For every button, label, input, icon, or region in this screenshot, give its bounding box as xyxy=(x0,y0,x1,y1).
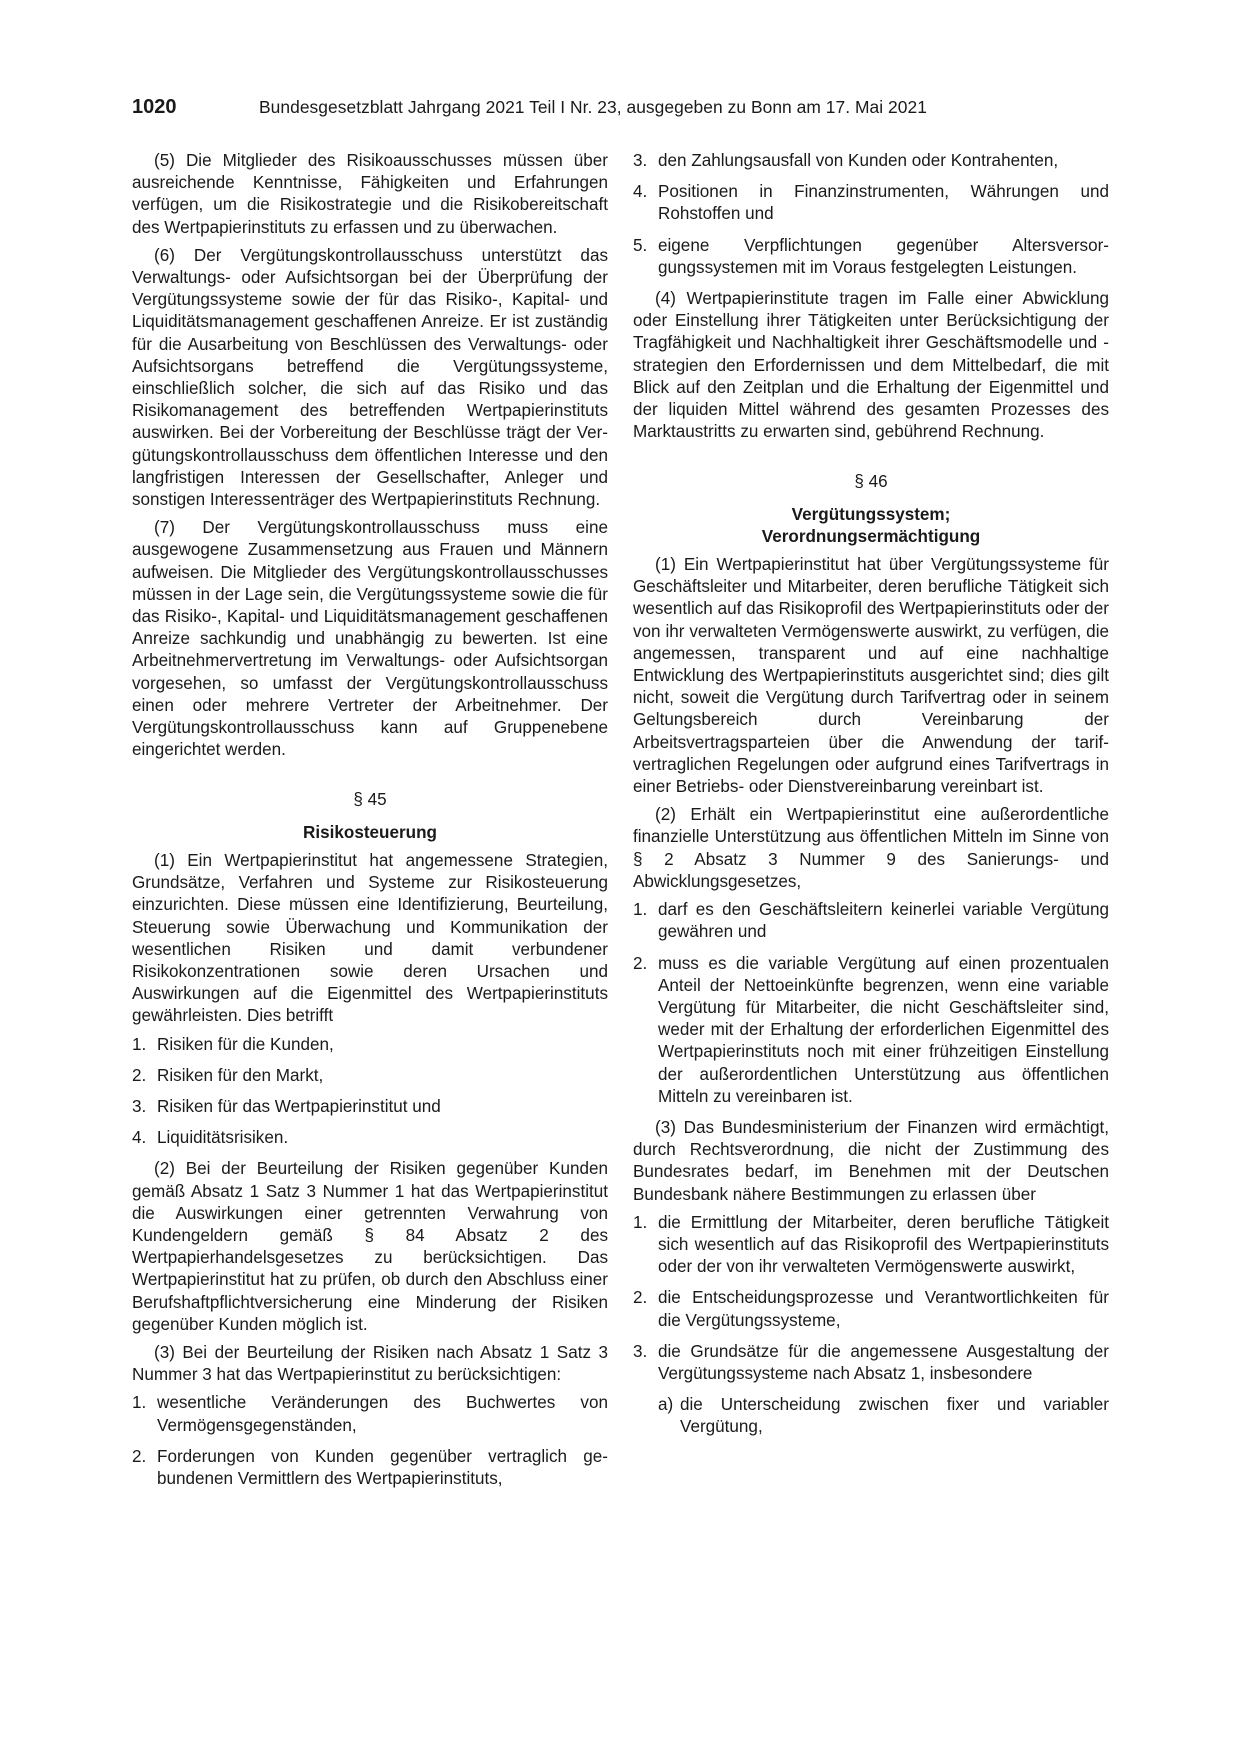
list-marker: 5. xyxy=(633,235,648,255)
list-item xyxy=(633,1212,1109,1279)
list-item xyxy=(132,1127,608,1149)
list-text: darf es den Geschäftsleitern keinerlei variable Vergütung gewähren und xyxy=(658,900,1109,942)
right-column xyxy=(633,150,1109,1439)
list-text: Risiken für das Wertpapierinstitut und xyxy=(157,1096,441,1116)
sub-list-marker: a) xyxy=(658,1395,674,1415)
list-item xyxy=(633,150,1109,172)
list-marker: 3. xyxy=(132,1096,147,1116)
list-marker: 1. xyxy=(633,900,648,920)
list-text: muss es die variable Vergütung auf einen prozentualen Anteil der Nettoeinkünfte begrenzen, wenn eine variable Vergütung für Mitarbeiter, die nicht Geschäftsleiter sind, weder mit der Erhaltung der erforderlichen Eigenmittel des Wertpapierinstituts noch mit einer frühzeitigen Einstellung der außerordentlichen Unterstützung aus öffentlichen Mitteln zu vereinbaren ist. xyxy=(658,953,1109,1106)
left-column xyxy=(132,150,608,1499)
list-text: Risiken für den Markt, xyxy=(157,1065,324,1085)
list-marker: 3. xyxy=(633,151,648,170)
list-marker: 2. xyxy=(132,1446,147,1466)
section-title-46 xyxy=(633,504,1109,548)
list-marker: 2. xyxy=(633,1288,648,1308)
list-marker: 1. xyxy=(132,1034,147,1054)
section-title-45: Risikosteuerung xyxy=(303,822,437,842)
list-text: die Entscheidungsprozesse und Verantwortlichkeiten für die Vergütungssysteme, xyxy=(658,1288,1109,1330)
list-text: den Zahlungsausfall von Kunden oder Kontrahenten, xyxy=(658,151,1059,170)
running-head: Bundesgesetzblatt Jahrgang 2021 Teil I Nr. 23, ausgegeben zu Bonn am 17. Mai 2021 xyxy=(259,97,927,117)
paragraph-45-1: (1) Ein Wertpapierinstitut hat angemessene Strategien, Grundsätze, Verfahren und Systeme zur Risikosteuerung einzurichten. Diese müssen eine Identifizierung, Beurteilung, Steuerung sowie Überwachung und Kommunikation der wesentlichen Risiken und damit verbundener Risikokonzentrationen sowie deren Ursachen und Auswirkungen auf die Eigenmittel des Wertpapierinstituts gewährleisten. Dies betrifft xyxy=(132,850,608,1026)
list-marker: 1. xyxy=(633,1212,648,1232)
list-item xyxy=(633,899,1109,943)
paragraph-46-3: (3) Das Bundesministerium der Finanzen wird ermächtigt, durch Rechtsverordnung, die nicht der Zustimmung des Bundesrates bedarf, im Benehmen mit der Deutschen Bundesbank nähere Bestimmungen zu erlassen über xyxy=(633,1117,1109,1204)
list-marker: 2. xyxy=(633,953,648,973)
list-item xyxy=(132,1065,608,1087)
list-item xyxy=(132,1446,608,1490)
list-text: Risiken für die Kunden, xyxy=(157,1034,334,1054)
list-45-1 xyxy=(132,1034,608,1150)
list-46-2 xyxy=(633,899,1109,1108)
page-header xyxy=(132,96,1117,126)
paragraph-46-2: (2) Erhält ein Wertpapierinstitut eine außerordentliche finanzielle Unterstützung aus öffentlichen Mitteln im Sinne von § 2 Absatz 3 Nummer 9 des Sanierungs- und Abwicklungsgesetzes, xyxy=(633,805,1109,891)
list-item xyxy=(633,235,1109,279)
list-text: Positionen in Finanzinstrumenten, Währungen und Rohstoffen und xyxy=(658,182,1109,224)
list-marker: 4. xyxy=(132,1128,147,1148)
list-item xyxy=(633,953,1109,1108)
list-46-3 xyxy=(633,1212,1109,1385)
list-45-3-continued xyxy=(633,150,1109,279)
section-number-46: § 46 xyxy=(854,472,888,492)
list-45-3 xyxy=(132,1392,608,1490)
paragraph-45-2: (2) Bei der Beurteilung der Risiken gegenüber Kunden gemäß Absatz 1 Satz 3 Nummer 1 hat das Wertpapierinstitut die Auswirkungen einer getrennten Verwahrung von Kundengeldern gemäß § 84 Absatz 2 des Wertpapierhandelsgesetzes zu berücksichtigen. Das Wertpapierinstitut hat zu prüfen, ob durch den Abschluss einer Berufshaftpflichtversicherung eine Minderung der Risiken gegenüber Kunden möglich ist. xyxy=(132,1159,608,1334)
paragraph-44-7: (7) Der Vergütungskontrollausschuss muss eine ausgewogene Zusammensetzung aus Frauen und Männern aufweisen. Die Mitglieder des Vergütungskontrollausschusses müssen in der Lage sein, die Vergütungssysteme sowie die für das Risiko-, Kapital- und Liquiditätsmanagement geschaffenen Anreize sachkundig und unabhängig zu bewerten. Ist eine Arbeitnehmervertretung im Verwaltungs- oder Aufsichtsorgan vorgesehen, so umfasst der Vergütungskontrollausschuss einen oder mehrere Vertreter der Arbeitnehmer. Der Vergütungskontrollausschuss kann auf Gruppenebene eingerichtet werden. xyxy=(132,518,608,760)
list-text: Liquiditätsrisiken. xyxy=(157,1128,289,1148)
paragraph-45-3: (3) Bei der Beurteilung der Risiken nach Absatz 1 Satz 3 Nummer 3 hat das Wertpapierinstitut zu berücksichtigen: xyxy=(132,1342,608,1385)
sub-list-item xyxy=(658,1394,1109,1438)
list-marker: 4. xyxy=(633,182,648,202)
list-item xyxy=(633,1341,1109,1385)
list-text: die Grundsätze für die angemessene Ausgestaltung der Vergütungssysteme nach Absatz 1, insbesondere xyxy=(658,1341,1109,1383)
paragraph-46-1: (1) Ein Wertpapierinstitut hat über Vergütungssysteme für Geschäftsleiter und Mitarbeiter, deren berufliche Tätigkeit sich wesentlich auf das Risikoprofil des Wertpapierinstituts oder der von ihr verwalteten Vermögenswerte auswirkt, zu verfügen, die angemessen, transparent und auf eine nachhaltige Entwicklung des Wertpapierinstituts ausgerichtet sind; dies gilt nicht, soweit die Vergütung durch Tarifvertrag oder in seinem Geltungsbereich durch Vereinbarung der Arbeitsvertragsparteien über die Anwendung der tarifvertraglichen Regelungen oder aufgrund eines Tarifvertrags in einer Betriebs- oder Dienstvereinbarung vereinbart ist. xyxy=(633,555,1109,797)
list-text: die Ermittlung der Mitarbeiter, deren berufliche Tätigkeit sich wesentlich auf das Risikoprofil des Wertpapierinstituts oder der von ihr verwalteten Vermögenswerte auswirkt, xyxy=(658,1212,1109,1277)
list-marker: 3. xyxy=(633,1341,648,1361)
section-title-46-line1: Vergütungssystem; xyxy=(791,504,951,524)
paragraph-44-6: (6) Der Vergütungskontrollausschuss unterstützt das Verwaltungs- oder Aufsichtsorgan bei der Überprüfung der Vergütungssysteme sowie der für das Risiko-, Kapital- und Liquiditätsmanagement geschaffenen Anreize. Er ist zuständig für die Ausarbeitung von Beschlüssen des Verwaltungs- oder Aufsichtsorgans betreffend die Vergütungssysteme, einschließlich solcher, die sich auf das Risiko und das Risikomanagement des betreffenden Wertpapierinstituts auswirken. Bei der Vorbereitung der Beschlüsse trägt der Vergütungskontrollausschuss dem öffentlichen Interesse und den langfristigen Interessen der Gesellschafter, Anleger und sonstigen Interessenträger des Wertpapierinstituts Rechnung. xyxy=(132,245,608,510)
list-item xyxy=(633,181,1109,225)
list-item xyxy=(132,1096,608,1118)
section-title-46-line2: Verordnungsermächtigung xyxy=(761,526,981,546)
list-text: wesentliche Veränderungen des Buchwertes von Vermögensgegenständen, xyxy=(157,1393,608,1435)
section-number-45: § 45 xyxy=(353,790,387,810)
paragraph-45-4: (4) Wertpapierinstitute tragen im Falle einer Abwicklung oder Einstellung ihrer Tätigkeiten unter Berücksichtigung der Tragfähigkeit und Nachhaltigkeit ihrer Geschäftsmodelle und -strategien den Erfordernissen und dem Mittelbedarf, die mit Blick auf den Zeitplan und die Erhaltung der Eigenmittel und der liquiden Mittel während des gesamten Prozesses des Marktaustritts zu erwarten sind, gebührend Rechnung. xyxy=(633,289,1109,442)
paragraph-44-5: (5) Die Mitglieder des Risikoausschusses müssen über ausreichende Kenntnisse, Fähigkeiten und Erfahrungen verfügen, um die Risikostrategie und die Risikobereitschaft des Wertpapierinstituts zu erfassen und zu überwachen. xyxy=(132,151,608,237)
list-text: eigene Verpflichtungen gegenüber Altersversorgungssystemen mit im Voraus festgelegten Leistungen. xyxy=(658,235,1109,277)
list-item xyxy=(633,1287,1109,1331)
list-marker: 1. xyxy=(132,1393,147,1413)
list-marker: 2. xyxy=(132,1065,147,1085)
list-item xyxy=(132,1034,608,1056)
page-number: 1020 xyxy=(132,96,177,118)
sublist-46-3-3 xyxy=(658,1394,1109,1438)
sub-list-text: die Unterscheidung zwischen fixer und variabler Vergütung, xyxy=(680,1395,1109,1437)
list-item xyxy=(132,1392,608,1436)
list-text: Forderungen von Kunden gegenüber vertraglich gebundenen Vermittlern des Wertpapierinstituts, xyxy=(157,1446,608,1488)
